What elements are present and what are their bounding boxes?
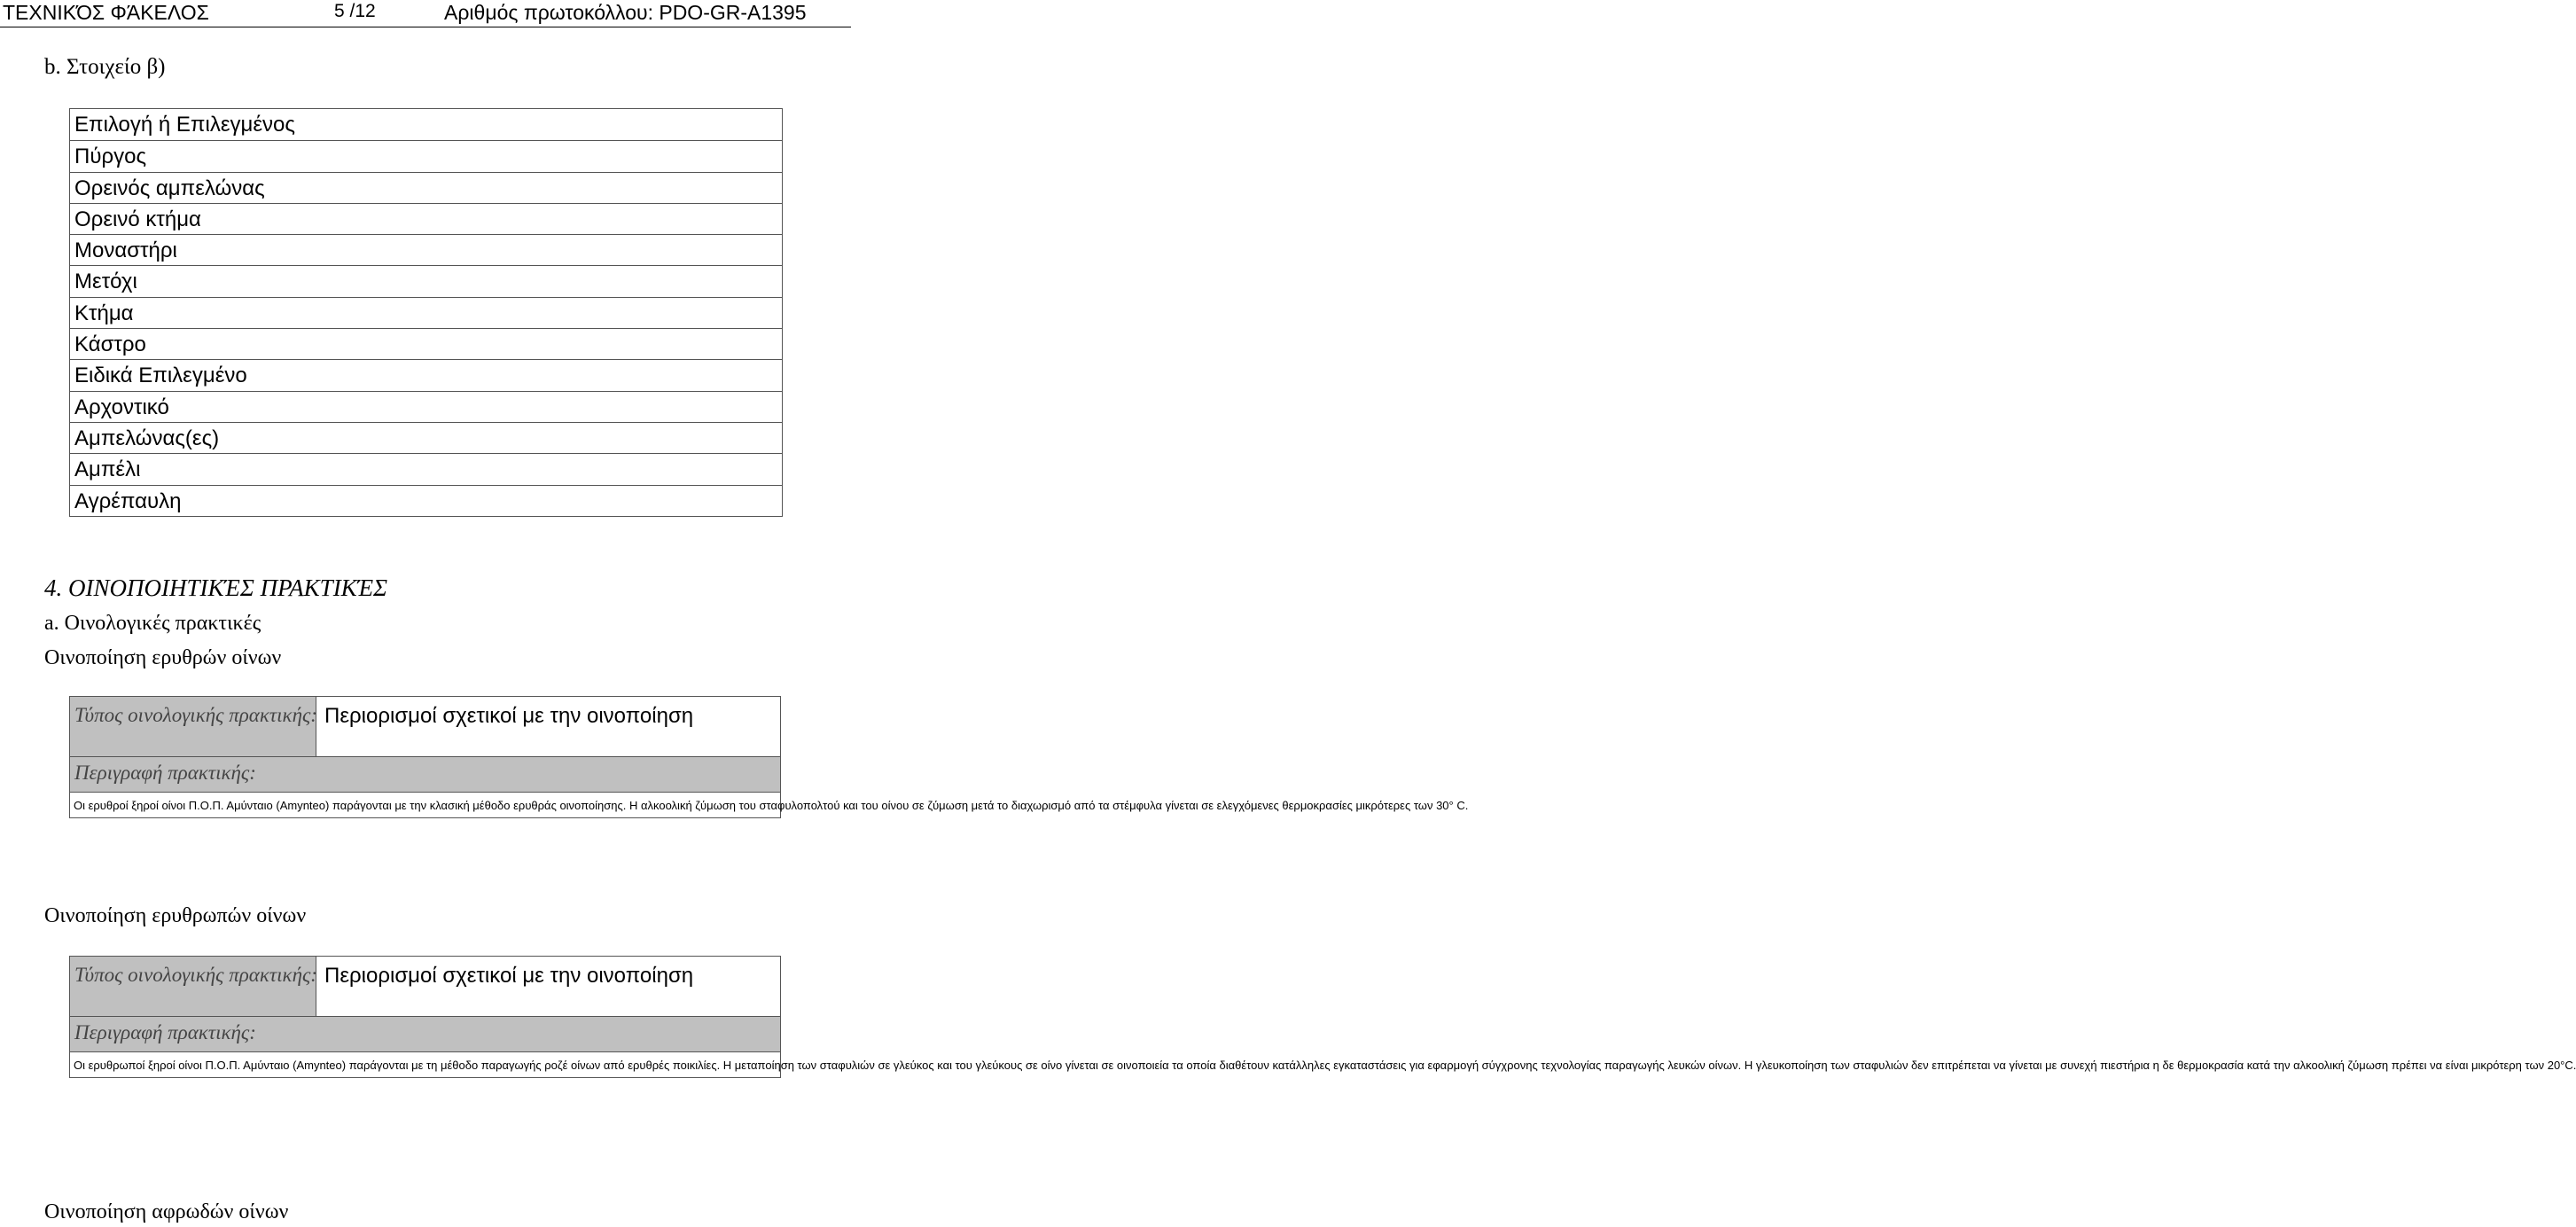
practice-type-value: Περιορισμοί σχετικοί με την οινοποίηση bbox=[324, 704, 694, 728]
document-title: ΤΕΧΝΙΚΌΣ ΦΆΚΕΛΟΣ bbox=[3, 1, 209, 24]
red-wines-title: Οινοποίηση ερυθρών οίνων bbox=[44, 646, 282, 669]
table-row: Κτήμα bbox=[70, 297, 782, 328]
practice-type-label: Τύπος οινολογικής πρακτικής: bbox=[70, 957, 316, 1016]
table-row: Αμπέλι bbox=[70, 453, 782, 484]
practice-description-text: Οι ερυθροί ξηροί οίνοι Π.Ο.Π. Αμύνταιο (Amynteo) παράγονται με την κλασική μέθοδο ερυθράς οινοποίησης. Η αλκοολική ζύμωση του σταφυλοπολτού και του οίνου σε ζύμωση μετά το διαχωρισμό από τα στέμφυλα γίνεται σε ελεγχόμενες θερμοκρασίες μικρότερες των 30° C. bbox=[74, 799, 1469, 812]
terms-table bbox=[69, 108, 783, 517]
table-row: Πύργος bbox=[70, 140, 782, 171]
rose-practice-table bbox=[69, 956, 2576, 1078]
red-practice-table bbox=[69, 696, 1469, 818]
practice-description-label: Περιγραφή πρακτικής: bbox=[70, 1017, 780, 1052]
table-row: Ειδικά Επιλεγμένο bbox=[70, 359, 782, 390]
table-row: Ορεινό κτήμα bbox=[70, 203, 782, 234]
rose-wines-title: Οινοποίηση ερυθρωπών οίνων bbox=[44, 904, 307, 927]
section-b-heading: b. Στοιχείο β) bbox=[44, 55, 166, 79]
protocol-number: Αριθμός πρωτοκόλλου: PDO-GR-A1395 bbox=[444, 1, 807, 24]
page-number: 5 /12 bbox=[334, 1, 376, 21]
table-row: Μετόχι bbox=[70, 265, 782, 296]
section-4a-heading: a. Οινολογικές πρακτικές bbox=[44, 612, 262, 635]
practice-description-label: Περιγραφή πρακτικής: bbox=[70, 757, 780, 793]
table-row: Αγρέπαυλη bbox=[70, 485, 782, 516]
practice-description-text: Οι ερυθρωποί ξηροί οίνοι Π.Ο.Π. Αμύνταιο (Amynteo) παράγονται με τη μέθοδο παραγωγής ροζέ οίνων από ερυθρές ποικιλίες. Η μεταποίηση των σταφυλιών σε γλεύκος και του γλεύκους σε οίνο γίνεται σε οινοποιεία τα οποία διαθέτουν κατάλληλες εγκαταστάσεις για εφαρμογή σύγχρονης τεχνολογίας παραγωγής λευκών οίνων. Η γλευκοποίηση των σταφυλιών δεν επιτρέπεται να γίνεται με συνεχή πιεστήρια η δε θερμοκρασία κατά την αλκοολική ζύμωση πρέπει να είναι μικρότερη των 20°C. bbox=[74, 1059, 2576, 1072]
practice-type-value: Περιορισμοί σχετικοί με την οινοποίηση bbox=[324, 964, 694, 988]
practice-type-label: Τύπος οινολογικής πρακτικής: bbox=[70, 697, 316, 756]
section-4-heading: 4. ΟΙΝΟΠΟΙΗΤΙΚΈΣ ΠΡΑΚΤΙΚΈΣ bbox=[44, 574, 388, 601]
sparkling-wines-title: Οινοποίηση αφρωδών οίνων bbox=[44, 1200, 289, 1223]
table-row: Κάστρο bbox=[70, 328, 782, 359]
page-header bbox=[0, 0, 851, 27]
table-row: Ορεινός αμπελώνας bbox=[70, 172, 782, 203]
table-row: Αρχοντικό bbox=[70, 391, 782, 422]
table-row: Αμπελώνας(ες) bbox=[70, 422, 782, 453]
table-row: Μοναστήρι bbox=[70, 234, 782, 265]
table-row: Επιλογή ή Επιλεγμένος bbox=[74, 113, 295, 137]
